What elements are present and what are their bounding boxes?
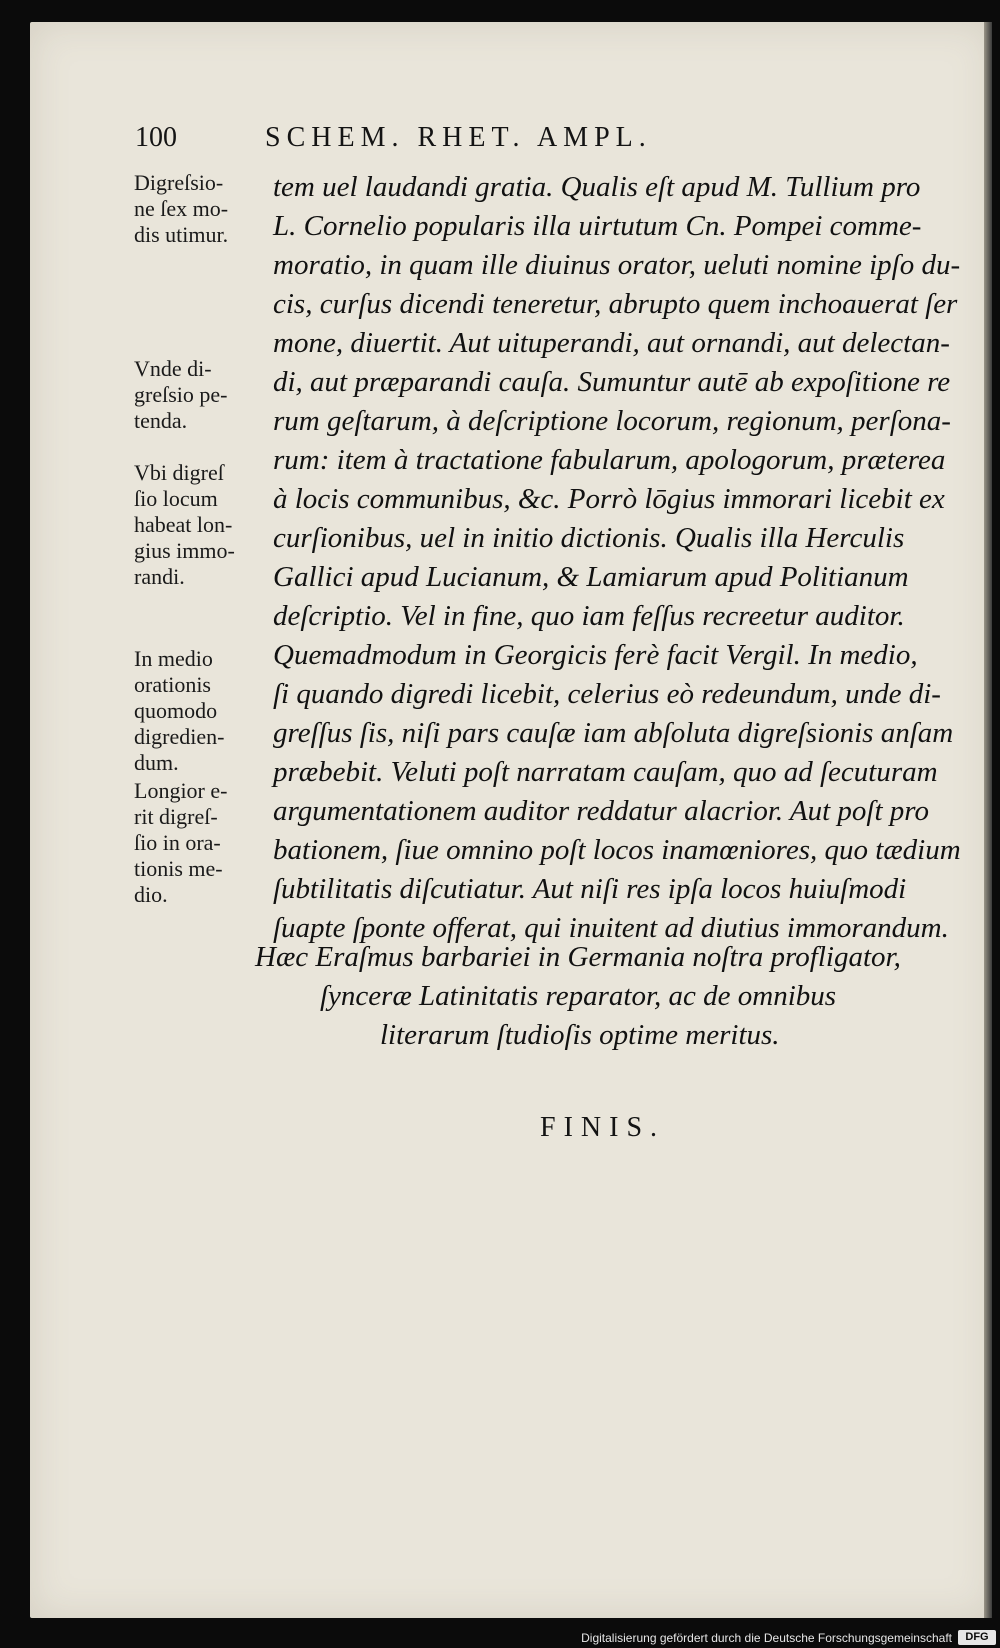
body-line: argumentationem auditor reddatur alacrior. Aut poſt pro [273,795,929,827]
body-line: moratio, in quam ille diuinus orator, ueluti nomine ipſo du- [273,249,961,281]
body-line: cis, curſus dicendi teneretur, abrupto quem inchoauerat ſer [273,288,958,320]
body-line: ſubtilitatis diſcutiatur. Aut niſi res ipſa locos huiuſmodi [273,873,907,905]
margin-note-line: tenda. [134,408,188,433]
footer-bar [0,1626,1000,1648]
body-line: ſuapte ſponte offerat, qui inuitent ad diutius immorandum. [273,912,949,944]
body-line: deſcriptio. Vel in fine, quo iam feſſus recreetur auditor. [273,600,905,632]
margin-note-line: rit digreſ- [134,804,218,829]
margin-note [134,646,274,776]
running-head: SCHEM. RHET. AMPL. [265,122,652,153]
margin-note-line: digredien- [134,724,225,749]
body-line: rum: item à tractatione fabularum, apologorum, præterea [273,444,946,476]
margin-note-line: orationis [134,672,211,697]
page-number: 100 [135,122,177,153]
body-line: tem uel laudandi gratia. Qualis eſt apud M. Tullium pro [273,171,921,203]
margin-note-line: In medio [134,646,213,671]
body-line: præbebit. Veluti poſt narratam cauſam, quo ad ſecuturam [273,756,938,788]
margin-note-line: dis utimur. [134,222,229,247]
margin-note-line: ne ſex mo- [134,196,229,221]
margin-note-line: Vbi digreſ [134,460,224,485]
body-line: à locis communibus, &c. Porrò lōgius immorari licebit ex [273,483,945,515]
body-line: Gallici apud Lucianum, & Lamiarum apud Politianum [273,561,909,593]
dfg-logo: DFG [958,1630,996,1645]
margin-note-line: ſio locum [134,486,218,511]
margin-note-line: greſsio pe- [134,382,228,407]
margin-note [134,356,274,434]
body-text [273,168,963,948]
margin-note-line: tionis me- [134,856,223,881]
margin-note-line: gius immo- [134,538,235,563]
body-line: di, aut præparandi cauſa. Sumuntur autē ab expoſitione re [273,366,951,398]
margin-note-line: dio. [134,882,168,907]
finis-heading: FINIS. [540,1112,666,1143]
body-line: greſſus ſis, niſi pars cauſæ iam abſoluta digreſsionis anſam [273,717,954,749]
body-line: Quemadmodum in Georgicis ferè facit Vergil. In medio, [273,639,918,671]
book-page [30,22,992,1618]
body-line: ſi quando digredi licebit, celerius eò redeundum, unde di- [273,678,941,710]
page-edge [984,22,992,1618]
margin-note [134,778,274,908]
margin-note-line: habeat lon- [134,512,233,537]
body-line: bationem, ſiue omnino poſt locos inamœniores, quo tædium [273,834,961,866]
body-line: mone, diuertit. Aut uituperandi, aut ornandi, aut delectan- [273,327,950,359]
margin-note-line: Vnde di- [134,356,212,381]
body-line: curſionibus, uel in initio dictionis. Qualis illa Herculis [273,522,905,554]
margin-note-line: Longior e- [134,778,228,803]
closing-line: ſynceræ Latinitatis reparator, ac de omnibus [320,980,837,1012]
closing-line: Hæc Eraſmus barbariei in Germania noſtra profligator, [255,941,901,973]
margin-note-line: quomodo [134,698,218,723]
margin-note-line: randi. [134,564,185,589]
margin-note-line: dum. [134,750,179,775]
closing-line: literarum ſtudioſis optime meritus. [380,1019,780,1051]
margin-note [134,170,274,248]
margin-note [134,460,274,590]
body-line: rum geſtarum, à deſcriptione locorum, regionum, perſona- [273,405,951,437]
margin-note-line: ſio in ora- [134,830,221,855]
body-line: L. Cornelio popularis illa uirtutum Cn. Pompei comme- [273,210,922,242]
margin-note-line: Digreſsio- [134,170,224,195]
funding-credit: Digitalisierung gefördert durch die Deutsche Forschungsgemeinschaft [581,1631,952,1645]
